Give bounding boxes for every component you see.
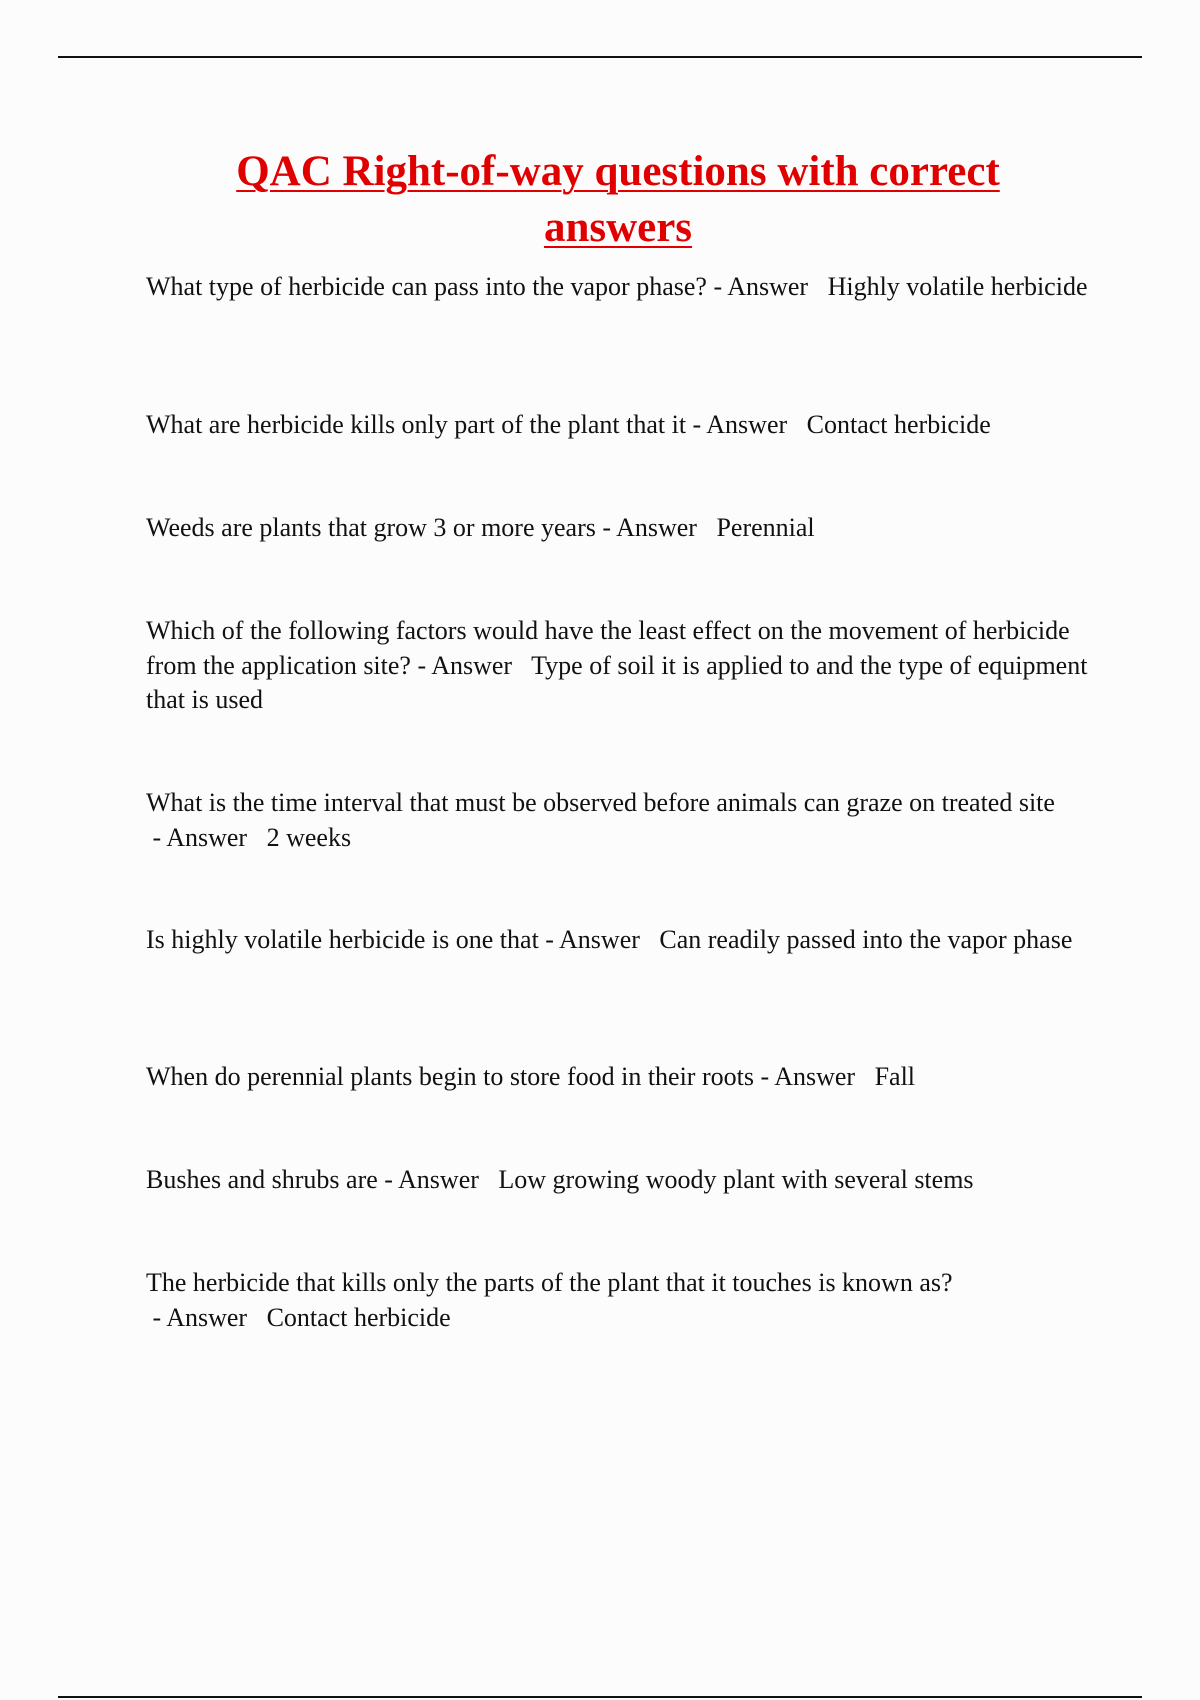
document-title: QAC Right-of-way questions with correct answers xyxy=(236,148,1000,251)
qa-question: The herbicide that kills only the parts of the plant that it touches is known as? xyxy=(146,1268,953,1297)
qa-item xyxy=(146,786,1096,855)
qa-answer-separator: - Answer xyxy=(595,513,717,542)
qa-question: What type of herbicide can pass into the vapor phase? xyxy=(146,272,707,301)
qa-item xyxy=(146,511,1096,546)
qa-answer: Contact herbicide xyxy=(266,1302,451,1332)
qa-answer-separator: - Answer xyxy=(753,1062,875,1091)
qa-answer-separator: - Answer xyxy=(377,1165,499,1194)
qa-question: Is highly volatile herbicide is one that xyxy=(146,925,539,954)
qa-answer-separator: - Answer xyxy=(538,925,660,954)
qa-answer: Highly volatile herbicide xyxy=(827,272,1088,301)
qa-item xyxy=(146,1266,1096,1335)
qa-question: What are herbicide kills only part of the plant that it xyxy=(146,410,687,439)
qa-answer: Type of soil it is applied to and the type of equipment that is used xyxy=(146,650,1088,714)
qa-item xyxy=(146,614,1096,718)
qa-answer: 2 weeks xyxy=(266,822,352,852)
qa-answer: Low growing woody plant with several stems xyxy=(498,1165,974,1194)
qa-question: Which of the following factors would have the least effect on the movement of herbicide from the application site? xyxy=(146,616,1070,680)
top-rule xyxy=(58,56,1142,58)
qa-item xyxy=(146,1163,1096,1198)
qa-item xyxy=(146,408,1096,443)
qa-question: When do perennial plants begin to store food in their roots xyxy=(146,1062,754,1091)
qa-item xyxy=(146,1060,1096,1095)
qa-item xyxy=(146,270,1096,305)
qa-answer: Contact herbicide xyxy=(806,410,991,439)
qa-answer: Perennial xyxy=(716,513,815,542)
qa-answer-separator: - Answer xyxy=(146,822,267,852)
qa-answer: Fall xyxy=(874,1062,916,1091)
qa-question: Bushes and shrubs are xyxy=(146,1165,378,1194)
qa-answer-separator: - Answer xyxy=(706,272,828,301)
bottom-rule xyxy=(58,1696,1142,1698)
qa-answer-separator: - Answer xyxy=(146,1302,267,1332)
qa-answer-separator: - Answer xyxy=(410,650,532,680)
qa-answer-separator: - Answer xyxy=(686,410,807,439)
qa-item xyxy=(146,923,1096,958)
qa-question: What is the time interval that must be observed before animals can graze on treated site xyxy=(146,788,1055,817)
qa-question: Weeds are plants that grow 3 or more years xyxy=(146,513,596,542)
qa-answer: Can readily passed into the vapor phase xyxy=(659,925,1073,954)
